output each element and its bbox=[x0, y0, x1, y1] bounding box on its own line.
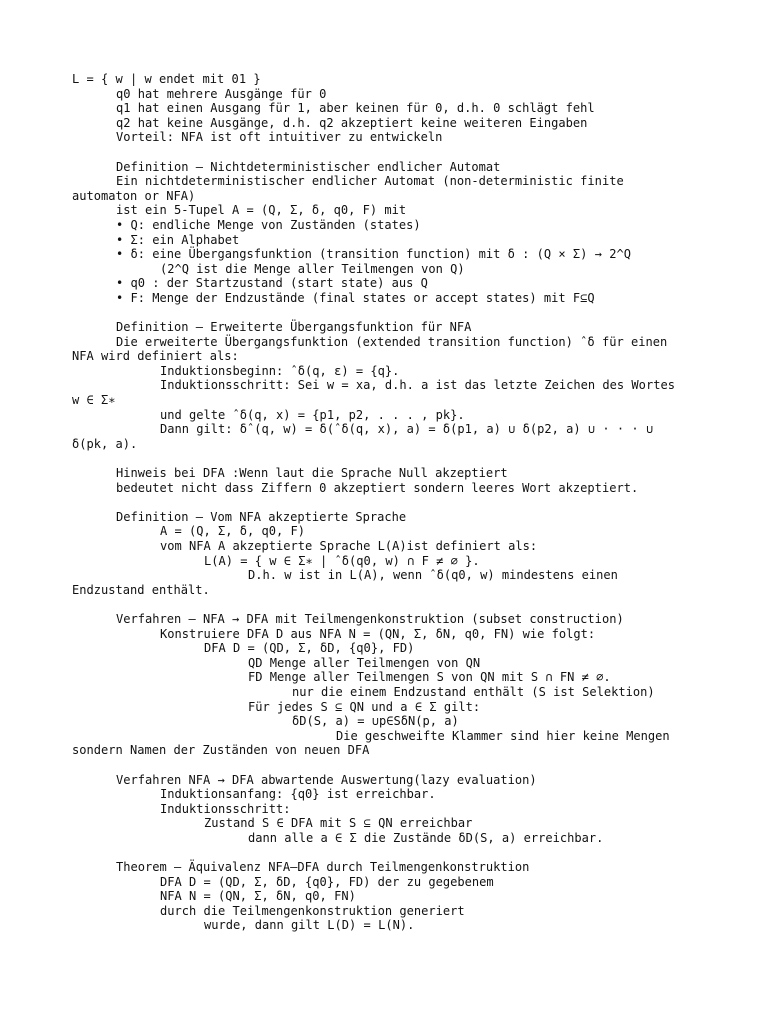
blank-line bbox=[72, 845, 702, 860]
text-line: ist ein 5-Tupel A = (Q, Σ, δ, q0, F) mit bbox=[116, 203, 407, 218]
text-line: Induktionsanfang: {q0} ist erreichbar. bbox=[160, 787, 436, 802]
text-line: QD Menge aller Teilmengen von QN bbox=[248, 655, 481, 670]
text-line: Die erweiterte Übergangsfunktion (extended transition function) ˆδ für einen bbox=[116, 334, 668, 349]
text-line: D.h. w ist in L(A), wenn ˆδ(q0, w) mindestens einen bbox=[248, 568, 618, 583]
text-line: nur die einem Endzustand enthält (S ist Selektion) bbox=[292, 684, 655, 699]
hint-line: bedeutet nicht dass Ziffern 0 akzeptiert sondern leeres Wort akzeptiert. bbox=[116, 480, 639, 495]
text-line: durch die Teilmengenkonstruktion generiert bbox=[160, 903, 465, 918]
text-line: Für jedes S ⊆ QN und a ∈ Σ gilt: bbox=[248, 699, 481, 714]
formula-line: δD(S, a) = ∪p∈SδN(p, a) bbox=[292, 714, 459, 729]
section-heading: Definition – Nichtdeterministischer endlicher Automat bbox=[116, 159, 501, 174]
blank-line bbox=[72, 451, 702, 466]
text-line: Endzustand enthält. bbox=[72, 582, 210, 597]
hint-line: Hinweis bei DFA :Wenn laut die Sprache Null akzeptiert bbox=[116, 466, 508, 481]
text-line: DFA D = (QD, Σ, δD, {q0}, FD) der zu gegebenem bbox=[160, 874, 494, 889]
language-definition-line: L = { w | w endet mit 01 } bbox=[72, 72, 261, 86]
text-line: Konstruiere DFA D aus NFA N = (QN, Σ, δN, q0, FN) wie folgt: bbox=[160, 626, 596, 641]
section-heading: Verfahren – NFA → DFA mit Teilmengenkonstruktion (subset construction) bbox=[116, 611, 624, 626]
text-line: q1 hat einen Ausgang für 1, aber keinen für 0, d.h. 0 schlägt fehl bbox=[116, 101, 595, 116]
text-line: Induktionsschritt: Sei w = xa, d.h. a ist das letzte Zeichen des Wortes bbox=[160, 378, 675, 393]
formula-line: L(A) = { w ∈ Σ∗ | ˆδ(q0, w) ∩ F ≠ ∅ }. bbox=[204, 553, 480, 568]
text-line: Die geschweifte Klammer sind hier keine Mengen bbox=[336, 728, 670, 743]
bullet-item: • Σ: ein Alphabet bbox=[116, 232, 240, 247]
text-line: Vorteil: NFA ist oft intuitiver zu entwickeln bbox=[116, 130, 443, 145]
text-line: NFA N = (QN, Σ, δN, q0, FN) bbox=[160, 889, 356, 904]
blank-line bbox=[72, 145, 702, 160]
text-line: FD Menge aller Teilmengen S von QN mit S ∩ FN ≠ ∅. bbox=[248, 670, 611, 685]
bullet-item: • Q: endliche Menge von Zuständen (states) bbox=[116, 217, 421, 232]
text-line: q2 hat keine Ausgänge, d.h. q2 akzeptiert keine weiteren Eingaben bbox=[116, 115, 588, 130]
section-heading: Definition – Vom NFA akzeptierte Sprache bbox=[116, 509, 407, 524]
text-line: A = (Q, Σ, δ, q0, F) bbox=[160, 524, 306, 539]
text-line: Induktionsschritt: bbox=[160, 801, 291, 816]
blank-line bbox=[72, 495, 702, 510]
text-line: sondern Namen der Zuständen von neuen DFA bbox=[72, 743, 370, 758]
section-heading: Definition – Erweiterte Übergangsfunktion für NFA bbox=[116, 320, 472, 335]
text-line: Ein nichtdeterministischer endlicher Automat (non-deterministic finite bbox=[116, 174, 624, 189]
bullet-item: • δ: eine Übergangsfunktion (transition function) mit δ : (Q × Σ) → 2^Q bbox=[116, 247, 631, 262]
text-line: dann alle a ∈ Σ die Zustände δD(S, a) erreichbar. bbox=[248, 830, 604, 845]
text-line: q0 hat mehrere Ausgänge für 0 bbox=[116, 86, 327, 101]
bullet-item: • F: Menge der Endzustände (final states or accept states) mit F⊆Q bbox=[116, 290, 595, 305]
text-line: Dann gilt: δˆ(q, w) = δ(ˆδ(q, x), a) = δ(p1, a) ∪ δ(p2, a) ∪ · · · ∪ bbox=[160, 422, 654, 437]
blank-line bbox=[72, 306, 702, 321]
blank-line bbox=[72, 758, 702, 773]
text-line: DFA D = (QD, Σ, δD, {q0}, FD) bbox=[204, 641, 415, 656]
text-line: w ∈ Σ∗ bbox=[72, 393, 116, 408]
text-line: automaton or NFA) bbox=[72, 188, 196, 203]
section-heading: Theorem – Äquivalenz NFA–DFA durch Teilmengenkonstruktion bbox=[116, 860, 530, 875]
bullet-item: • q0 : der Startzustand (start state) aus Q bbox=[116, 276, 428, 291]
text-line: Zustand S ∈ DFA mit S ⊆ QN erreichbar bbox=[204, 816, 473, 831]
text-line: Induktionsbeginn: ˆδ(q, ε) = {q}. bbox=[160, 363, 400, 378]
text-line: wurde, dann gilt L(D) = L(N). bbox=[204, 918, 415, 933]
text-line: und gelte ˆδ(q, x) = {p1, p2, . . . , pk}. bbox=[160, 407, 465, 422]
text-line: vom NFA A akzeptierte Sprache L(A)ist definiert als: bbox=[160, 539, 538, 553]
document-page bbox=[72, 72, 702, 933]
text-line: NFA wird definiert als: bbox=[72, 349, 239, 364]
text-line: δ(pk, a). bbox=[72, 436, 138, 451]
text-line: (2^Q ist die Menge aller Teilmengen von Q) bbox=[160, 261, 465, 276]
section-heading: Verfahren NFA → DFA abwartende Auswertung(lazy evaluation) bbox=[116, 772, 537, 787]
blank-line bbox=[72, 597, 702, 612]
